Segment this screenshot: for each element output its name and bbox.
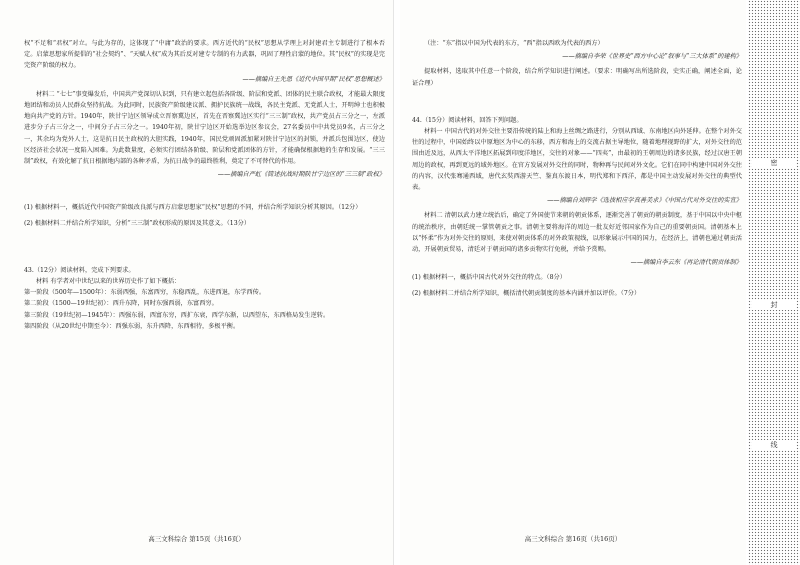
- stage-1: 第一阶段（500年—1500年）：东弱西强，东富西穷，东稳西乱，东进西退，东学西传。: [24, 289, 266, 297]
- right-question-1: (1) 根据材料一，概括中国古代对外交往的特点。（8分）: [412, 274, 566, 282]
- left-question-2: (2) 根据材料二并结合所学知识，分析“三三制”政权形成的原因及其意义。（13分）: [24, 219, 251, 227]
- binding-label-2: 封: [752, 300, 796, 310]
- stage-3: 第三阶段（19世纪初—1945年）：西强东弱，西富东穷，西扩东衰，西学东渐，以西望东，东西格局发生逆转。: [24, 311, 330, 319]
- right-page: [400, 0, 746, 565]
- right-citation-0: ——摘编自李荣《世界史“西方中心论”叙事与“三大体系”的建构》: [562, 53, 742, 61]
- left-page: [0, 0, 394, 565]
- question-44-heading: 44.（15分）阅读材料，回答下列问题。: [412, 116, 523, 124]
- right-question-2: (2) 根据材料二并结合所学知识，概括清代朝贡制度的基本内涵并加以评价。（7分）: [412, 289, 641, 297]
- right-page-footer: 高三文科综合 第16页（共16页）: [524, 535, 622, 543]
- left-paragraph-1: 权“不足和“君权”对立。与此为存的，这体现了“中庸”政治的要求。西方近代的“民权”思想从学理上对封建君主专制进行了根本否定。启蒙思想家所提倡的“社会契约”、“天赋人权”成为其后反对建专专制的有力武器，巩固了理性启蒙的地位。其“民权”的实现是完完资产阶级的权力。: [24, 40, 385, 70]
- question-44-material-1: 材料一 中国古代的对外交往主要沿传统的陆上和海上丝绸之路进行，分别从西域、东南地区向外延伸。在整个对外交往的过程中，中国始终以中原地区为中心的东移，西方和海上的交流占据主导地位，随着地理视野的扩大，对外交往的范围由近及远，从西太平洋地区拓展到印度洋地区，交往的对象——“四夷”，由最初的王朝周边的诸多民族，经过汉唐王朝周边的政权，再到更远的域外地区。在官方发展对外交往的同时，物种再与民间对外文化。它们在同中构建中国对外交往的内容，汉代张骞通西域，唐代玄奘西游天竺、鉴真东渡日本，明代郑和下西洋，都是中国主动发展对外交往的典型代表。: [412, 128, 742, 192]
- left-material-2: 材料二 “七七”事变爆发后，中国共产党深切认识到，只有建立起包括各阶级、阶层和党派、团体的民主联合政权，才能最大限度地团结和动员人民群众坚持抗战。为此同时，民族资产阶级建议派、拥护民族统一战线，各民主党派、无党派人士，开明绅士也积极地向共产党的方针。1940年，陕甘宁边区领导成立晋察冀边区，首先在晋察冀边区实行“三三制”政权，共产党员占三分之一，左派进步分子占三分之一，中间分子占三分之一。1940年初，陕甘宁边区开始选举边区参议会，27名委员中中共党员9名，占三分之一，其余均为党外人士，这是抗日民主政权的大胆实践，1940年，国民党顽固派加紧对陕甘宁边区的封锁，并派兵包围边区，使边区经济社会状况一度陷入困难。为此数量度，必须实行团结各阶级、阶层和党派团体的方针，才能确保根据地的生存和发展。“三三制”政权，有效化解了抗日根据地内部的各种矛盾，为抗日战争的最终胜利，奠定了不可替代的作用。: [24, 90, 385, 166]
- binding-label-1: 密: [752, 158, 796, 168]
- stage-4: 第四阶段（从20世纪中期至今）：西强东弱，东升西降，东西相待，多极平衡。: [24, 322, 240, 330]
- question-43-task: 提取材料，选取其中任意一个阶段，结合所学知识进行阐述。（要求：明确写出所选阶段，史实正确，阐述全面，论证合理）: [412, 68, 742, 87]
- left-column: [24, 38, 385, 332]
- binding-line-strip: [748, 0, 800, 565]
- left-citation-1: ——摘编自王先恩《近代中国早期“民权”思想概述》: [242, 75, 385, 83]
- stage-2: 第二阶段（1500—19世纪初）：西升东降，同时东强西弱，东富西穷。: [24, 300, 218, 308]
- binding-label-3: 线: [752, 440, 796, 450]
- right-citation-1: ——摘编自刘辉学《选拔相应学真善美求》《中国古代对外交往的实宜》: [547, 197, 742, 205]
- question-43-material: 材料 有学者对中世纪以来的世界历史作了如下概括：: [36, 278, 181, 286]
- left-citation-2: ——摘编自严虹《简述抗战时期陕甘宁边区的“三三制”政权》: [217, 171, 385, 179]
- right-note: （注：“东”指以中国为代表的东方，“西”指以西欧为代表的西方）: [424, 40, 604, 47]
- question-44-material-2: 材料二 清朝以武力建立统治后，确定了外国使节来朝的朝贡体系，逐渐完善了朝贡的朝贡制度，基于中国以中央中枢的统治秩序，由朝廷统一掌管朝贡之事。清朝主要将海洋的周边一批友好近邻国家作为自己的重要朝贡国。清朝基本上以“怀柔”作为对外交往的原则，来使对朝贡体系的对外政策视线，以形象展示中国的国力，在经济上，清朝也通过朝贡活动，开展朝贡贸易，清廷对于朝贡国的诸多贡物实行免税，并给予赏赐。: [412, 212, 742, 254]
- right-column: [412, 38, 742, 299]
- left-page-footer: 高三文科综合 第15页（共16页）: [148, 535, 245, 543]
- right-citation-2: ——摘编自李云东《再论清代朝贡体制》: [630, 259, 742, 267]
- left-question-1: (1) 根据材料一，概括近代中国资产阶级改良派与西方启蒙思想家“民权”思想的不同，并结合所学知识分析其原因。（12分）: [24, 204, 362, 212]
- question-43-heading: 43.（12分）阅读材料，完成下列要求。: [24, 266, 135, 274]
